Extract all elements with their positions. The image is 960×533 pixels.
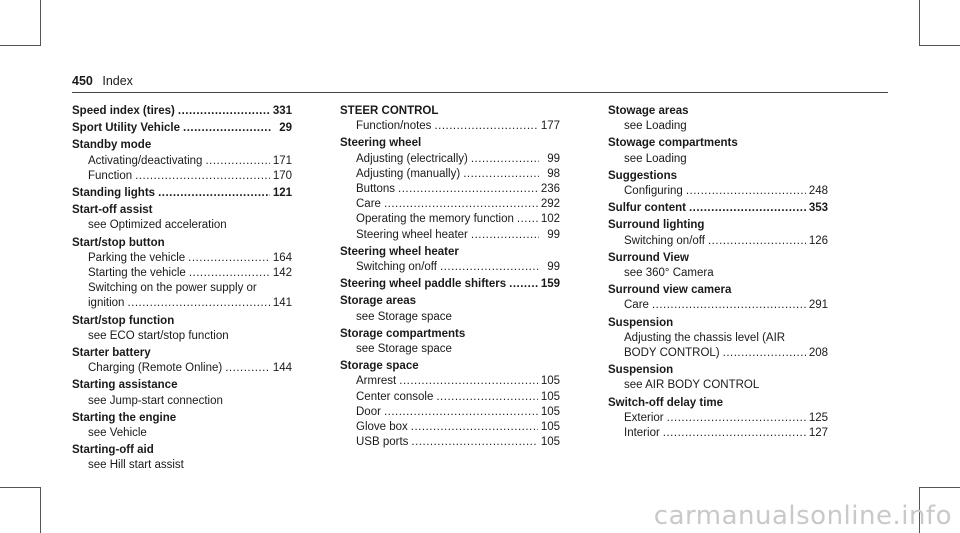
entry-heading — [72, 443, 292, 458]
entry-subitem — [72, 394, 292, 409]
entry-subitem — [340, 167, 560, 182]
leader-dots — [509, 277, 538, 292]
entry-heading — [340, 359, 560, 374]
subitem-text: Operating the memory function — [356, 213, 514, 226]
page-ref: 99 — [547, 261, 560, 274]
subitem-text: see 360° Camera — [624, 267, 714, 280]
index-entry — [72, 346, 292, 376]
leader-dots — [135, 169, 270, 184]
entry-title: STEER CONTROL — [340, 105, 439, 117]
subitem-text: BODY CONTROL) — [624, 347, 720, 360]
entry-subitem — [72, 458, 292, 473]
page-ref: 159 — [540, 278, 560, 291]
subitem-text: see Optimized acceleration — [88, 219, 227, 232]
subitem-text: see Storage space — [356, 310, 452, 323]
entry-title: Standing lights — [72, 187, 156, 200]
entry-title: Starting assistance — [72, 379, 178, 392]
subitem-text: Activating/deactivating — [88, 154, 203, 167]
crop-mark — [0, 487, 40, 488]
entry-subitem — [340, 405, 560, 420]
leader-dots — [440, 260, 539, 275]
entry-heading — [72, 186, 292, 201]
entry-subitem — [608, 152, 828, 167]
entry-subitem — [72, 169, 292, 184]
subitem-text: see Loading — [624, 120, 687, 133]
leader-dots — [178, 104, 270, 119]
subitem-text: Configuring — [624, 185, 683, 198]
page-ref: 164 — [272, 251, 292, 264]
index-entry — [608, 169, 828, 199]
entry-title: Starting the engine — [72, 411, 177, 424]
index-entry — [608, 201, 828, 216]
entry-subitem — [72, 296, 292, 311]
subitem-text: Adjusting (manually) — [356, 167, 461, 180]
leader-dots — [663, 426, 806, 441]
subitem-text: USB ports — [356, 436, 409, 449]
entry-subitem — [340, 374, 560, 389]
page-ref: 236 — [540, 183, 560, 196]
page-header — [72, 74, 133, 88]
entry-title: Surround lighting — [608, 219, 705, 232]
entry-heading — [72, 121, 292, 136]
subitem-text: Switching on/off — [624, 234, 705, 247]
entry-subitem — [608, 119, 828, 134]
entry-heading — [608, 104, 828, 119]
entry-heading — [608, 201, 828, 216]
leader-dots — [689, 201, 806, 216]
leader-dots — [652, 298, 806, 313]
index-entry — [72, 104, 292, 119]
crop-mark — [40, 487, 41, 533]
entry-title: Standby mode — [72, 139, 152, 152]
index-entry — [608, 136, 828, 166]
entry-subitem — [608, 184, 828, 199]
leader-dots — [384, 405, 538, 420]
entry-heading — [608, 283, 828, 298]
index-entry — [340, 327, 560, 357]
subitem-text: Glove box — [356, 421, 408, 434]
crop-mark — [40, 0, 41, 46]
leader-dots — [667, 411, 806, 426]
entry-heading — [608, 363, 828, 378]
subitem-text: Interior — [624, 427, 660, 440]
page-ref: 105 — [540, 436, 560, 449]
entry-title: Steering wheel paddle shifters — [340, 278, 507, 291]
entry-subitem — [340, 435, 560, 450]
entry-title: Suspension — [608, 364, 674, 377]
index-entry — [608, 104, 828, 134]
leader-dots — [434, 119, 537, 134]
index-entry — [340, 104, 560, 134]
subitem-text: see ECO start/stop function — [88, 329, 229, 342]
entry-title: Stowage areas — [608, 105, 689, 117]
subitem-text: Door — [356, 405, 381, 418]
crop-mark — [920, 487, 960, 488]
leader-dots — [471, 152, 539, 167]
page-ref: 144 — [272, 362, 292, 375]
entry-subitem — [72, 266, 292, 281]
entry-subitem — [340, 152, 560, 167]
subitem-text: Steering wheel heater — [356, 228, 468, 241]
entry-title: Steering wheel — [340, 137, 422, 150]
index-entry — [72, 186, 292, 201]
entry-subitem — [72, 251, 292, 266]
entry-title: Sport Utility Vehicle — [72, 122, 180, 135]
index-entry — [340, 359, 560, 450]
leader-dots — [398, 182, 538, 197]
entry-subitem — [608, 426, 828, 441]
crop-mark — [919, 0, 920, 46]
subitem-text: Buttons — [356, 183, 395, 196]
entry-title: Surround View — [608, 251, 689, 264]
entry-subitem — [340, 342, 560, 357]
header-rule — [72, 92, 888, 93]
subitem-text: see Vehicle — [88, 427, 147, 440]
index-entry — [608, 363, 828, 393]
entry-heading — [608, 316, 828, 331]
entry-subitem — [72, 281, 292, 296]
page-ref: 208 — [808, 347, 828, 360]
entry-subitem — [340, 310, 560, 325]
leader-dots — [384, 197, 538, 212]
page-ref: 331 — [272, 105, 292, 117]
page-ref: 29 — [279, 122, 292, 135]
page-ref: 99 — [547, 228, 560, 241]
subitem-text: Exterior — [624, 411, 664, 424]
index-entry — [72, 236, 292, 312]
page-ref: 126 — [808, 234, 828, 247]
subitem-text: see AIR BODY CONTROL — [624, 379, 760, 392]
entry-title: Start/stop button — [72, 236, 165, 249]
page-ref: 105 — [540, 421, 560, 434]
entry-heading — [608, 136, 828, 151]
entry-title: Suggestions — [608, 169, 678, 182]
page-ref: 125 — [808, 411, 828, 424]
page-ref: 98 — [547, 167, 560, 180]
entry-heading — [608, 218, 828, 233]
leader-dots — [686, 184, 806, 199]
entry-subitem — [340, 212, 560, 227]
subitem-text: see Loading — [624, 152, 687, 165]
leader-dots — [436, 390, 537, 405]
subitem-text: see Hill start assist — [88, 459, 184, 472]
subitem-text: ignition — [88, 297, 125, 310]
subitem-text: Function — [88, 169, 133, 182]
index-entry — [72, 203, 292, 233]
index-entry — [340, 277, 560, 292]
entry-subitem — [340, 420, 560, 435]
page-ref: 248 — [808, 185, 828, 198]
page-number: 450 — [72, 74, 93, 88]
leader-dots — [225, 361, 270, 376]
subitem-text: see Storage space — [356, 343, 452, 356]
index-column-3 — [608, 104, 828, 443]
index-entry — [72, 314, 292, 344]
entry-subitem — [608, 378, 828, 393]
page-ref: 177 — [540, 120, 560, 133]
subitem-text: Parking the vehicle — [88, 251, 186, 264]
subitem-text: Adjusting (electrically) — [356, 152, 468, 165]
leader-dots — [158, 186, 270, 201]
entry-subitem — [72, 329, 292, 344]
entry-subitem — [608, 411, 828, 426]
entry-heading — [340, 327, 560, 342]
index-column-1 — [72, 104, 292, 476]
index-entry — [608, 396, 828, 442]
entry-heading — [340, 104, 560, 119]
page-ref: 105 — [540, 390, 560, 403]
leader-dots — [188, 251, 270, 266]
entry-heading — [72, 236, 292, 251]
entry-subitem — [340, 182, 560, 197]
page-ref: 353 — [808, 202, 828, 215]
index-entry — [608, 283, 828, 313]
leader-dots — [517, 212, 538, 227]
watermark: carmanualsonline.info — [653, 501, 952, 531]
index-entry — [340, 245, 560, 275]
page-ref: 292 — [540, 198, 560, 211]
entry-subitem — [608, 266, 828, 281]
index-entry — [72, 138, 292, 184]
entry-heading — [608, 251, 828, 266]
page-ref: 171 — [272, 154, 292, 167]
entry-title: Storage compartments — [340, 327, 466, 340]
entry-subitem — [340, 390, 560, 405]
entry-title: Starting-off aid — [72, 444, 154, 457]
entry-subitem — [340, 119, 560, 134]
subitem-text: Charging (Remote Online) — [88, 362, 223, 375]
entry-subitem — [608, 331, 828, 346]
entry-heading — [72, 378, 292, 393]
entry-heading — [340, 245, 560, 260]
entry-subitem — [608, 234, 828, 249]
page-ref: 102 — [540, 213, 560, 226]
entry-title: Start/stop function — [72, 314, 175, 327]
entry-subitem — [72, 426, 292, 441]
entry-heading — [72, 346, 292, 361]
index-entry — [72, 443, 292, 473]
entry-heading — [72, 203, 292, 218]
entry-title: Storage areas — [340, 295, 417, 308]
leader-dots — [463, 167, 539, 182]
entry-title: Steering wheel heater — [340, 245, 459, 258]
entry-subitem — [72, 154, 292, 169]
leader-dots — [189, 266, 270, 281]
subitem-text: Adjusting the chassis level (AIR — [624, 331, 786, 344]
entry-heading — [608, 169, 828, 184]
entry-title: Switch-off delay time — [608, 396, 724, 409]
entry-subitem — [340, 197, 560, 212]
page-ref: 142 — [272, 267, 292, 280]
subitem-text: Care — [356, 198, 381, 211]
index-entry — [608, 251, 828, 281]
entry-heading — [72, 138, 292, 153]
index-entry — [340, 136, 560, 242]
page-ref: 99 — [547, 152, 560, 165]
entry-title: Suspension — [608, 316, 674, 329]
entry-subitem — [340, 260, 560, 275]
leader-dots — [723, 346, 806, 361]
entry-heading — [340, 277, 560, 292]
entry-title: Sulfur content — [608, 202, 686, 215]
page-ref: 170 — [272, 169, 292, 182]
subitem-text: Function/notes — [356, 120, 432, 133]
leader-dots — [411, 435, 537, 450]
index-entry — [608, 316, 828, 362]
entry-heading — [72, 104, 292, 119]
leader-dots — [471, 228, 539, 243]
page-ref: 141 — [272, 297, 292, 310]
subitem-text: Switching on/off — [356, 261, 437, 274]
entry-subitem — [340, 228, 560, 243]
page-ref: 105 — [540, 405, 560, 418]
entry-subitem — [72, 361, 292, 376]
page-ref: 127 — [808, 427, 828, 440]
leader-dots — [205, 154, 269, 169]
leader-dots — [399, 374, 538, 389]
entry-heading — [72, 314, 292, 329]
entry-heading — [608, 396, 828, 411]
index-entry — [72, 411, 292, 441]
subitem-text: see Jump-start connection — [88, 394, 223, 407]
entry-heading — [72, 411, 292, 426]
entry-heading — [340, 136, 560, 151]
entry-subitem — [608, 298, 828, 313]
crop-mark — [920, 45, 960, 46]
leader-dots — [708, 234, 806, 249]
entry-title: Storage space — [340, 360, 419, 373]
entry-title: Starter battery — [72, 347, 151, 360]
leader-dots — [127, 296, 269, 311]
leader-dots — [183, 121, 271, 136]
subitem-text: Armrest — [356, 375, 397, 388]
entry-title: Surround view camera — [608, 284, 732, 297]
subitem-text: Center console — [356, 390, 434, 403]
entry-title: Start-off assist — [72, 204, 153, 217]
subitem-text: Care — [624, 299, 649, 312]
index-entry — [72, 121, 292, 136]
subitem-text: Switching on the power supply or — [88, 282, 257, 295]
entry-title: Stowage compartments — [608, 137, 738, 150]
section-title: Index — [102, 74, 133, 88]
index-entry — [608, 218, 828, 248]
crop-mark — [0, 45, 40, 46]
entry-title: Speed index (tires) — [72, 105, 175, 117]
index-column-2 — [340, 104, 560, 452]
leader-dots — [411, 420, 538, 435]
index-entry — [340, 294, 560, 324]
subitem-text: Starting the vehicle — [88, 267, 186, 280]
index-entry — [72, 378, 292, 408]
page-ref: 291 — [808, 299, 828, 312]
page-ref: 105 — [540, 375, 560, 388]
page-ref: 121 — [272, 187, 292, 200]
entry-subitem — [608, 346, 828, 361]
entry-subitem — [72, 218, 292, 233]
entry-heading — [340, 294, 560, 309]
